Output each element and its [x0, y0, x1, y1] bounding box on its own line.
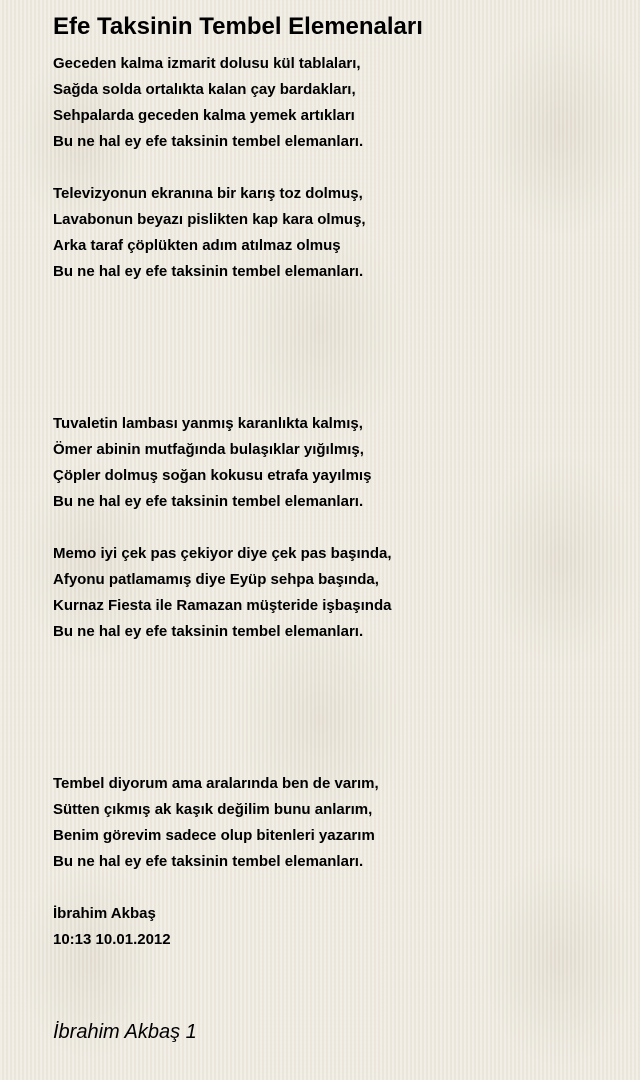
poem-line: Lavabonun beyazı pislikten kap kara olmuş, — [53, 211, 366, 228]
poem-line: Kurnaz Fiesta ile Ramazan müşteride işbaşında — [53, 597, 392, 614]
poem-line: Ömer abinin mutfağında bulaşıklar yığılmış, — [53, 441, 364, 458]
poem-line: Bu ne hal ey efe taksinin tembel elemanları. — [53, 263, 364, 280]
footer-author-link[interactable]: İbrahim Akbaş 1 — [53, 1021, 197, 1043]
poem-author: İbrahim Akbaş — [53, 905, 156, 922]
poem-line: Geceden kalma izmarit dolusu kül tablaları, — [53, 55, 361, 72]
poem-line: Televizyonun ekranına bir karış toz dolmuş, — [53, 185, 363, 202]
poem-title: Efe Taksinin Tembel Elemenaları — [53, 13, 423, 40]
poem-datetime: 10:13 10.01.2012 — [53, 931, 171, 948]
poem-line: Sütten çıkmış ak kaşık değilim bunu anlarım, — [53, 801, 373, 818]
poem-line: Memo iyi çek pas çekiyor diye çek pas başında, — [53, 545, 392, 562]
poem-line: Bu ne hal ey efe taksinin tembel elemanları. — [53, 133, 364, 150]
poem-line: Sağda solda ortalıkta kalan çay bardakları, — [53, 81, 356, 98]
poem-line: Çöpler dolmuş soğan kokusu etrafa yayılmış — [53, 467, 372, 484]
poem-line: Benim görevim sadece olup bitenleri yazarım — [53, 827, 375, 844]
poem-line: Tembel diyorum ama aralarında ben de varım, — [53, 775, 379, 792]
poem-line: Sehpalarda geceden kalma yemek artıkları — [53, 107, 355, 124]
poem-line: Bu ne hal ey efe taksinin tembel elemanları. — [53, 493, 364, 510]
poem-line: Tuvaletin lambası yanmış karanlıkta kalmış, — [53, 415, 363, 432]
poem-line: Bu ne hal ey efe taksinin tembel elemanları. — [53, 853, 364, 870]
poem-line: Arka taraf çöplükten adım atılmaz olmuş — [53, 237, 341, 254]
poem-line: Afyonu patlamamış diye Eyüp sehpa başında, — [53, 571, 379, 588]
poem-line: Bu ne hal ey efe taksinin tembel elemanları. — [53, 623, 364, 640]
